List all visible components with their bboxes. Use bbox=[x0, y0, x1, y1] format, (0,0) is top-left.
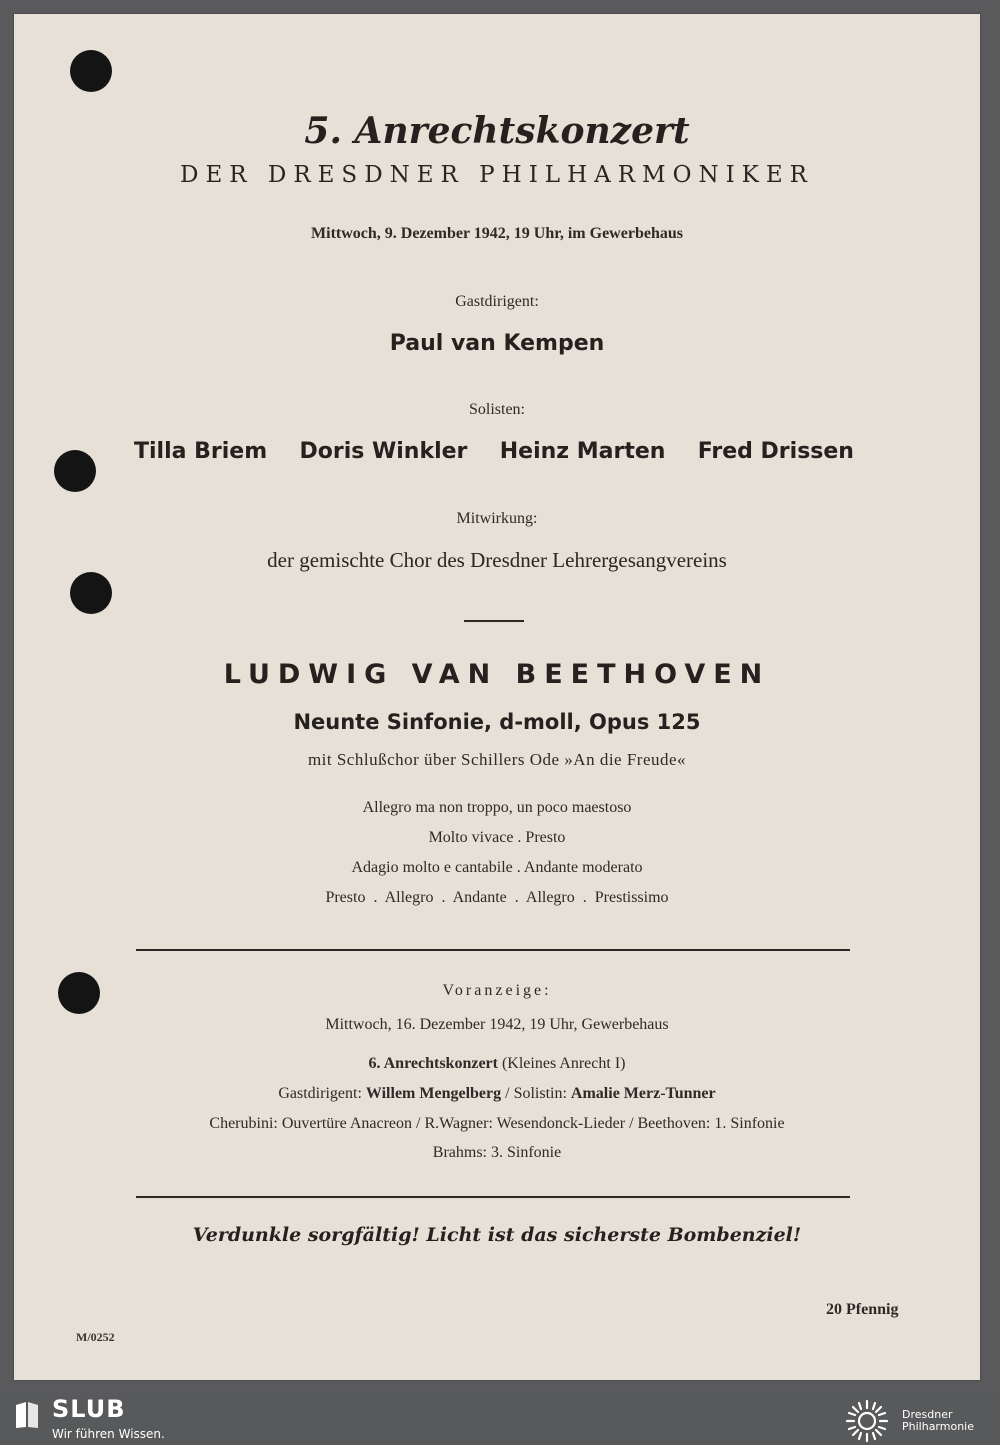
punch-hole bbox=[70, 572, 112, 614]
partner-name-line: Philharmonie bbox=[902, 1420, 974, 1433]
preview-date: Mittwoch, 16. Dezember 1942, 19 Uhr, Gewerbehaus bbox=[325, 1016, 669, 1033]
preview-concert-title: 6. Anrechtskonzert bbox=[368, 1055, 498, 1072]
soloist-name: Heinz Marten bbox=[499, 439, 666, 464]
concert-date: Mittwoch, 9. Dezember 1942, 19 Uhr, im Gewerbehaus bbox=[311, 225, 683, 242]
preview-conductor-label: Gastdirigent: bbox=[278, 1085, 366, 1102]
partner-logo-text[interactable] bbox=[902, 1409, 974, 1433]
divider bbox=[464, 620, 524, 622]
movement: Adagio molto e cantabile . Andante moderato bbox=[351, 859, 643, 876]
conductor-label: Gastdirigent: bbox=[455, 293, 539, 310]
book-icon bbox=[14, 1401, 40, 1429]
preview-soloist-name: Amalie Merz-Tunner bbox=[570, 1085, 716, 1102]
document-code: M/0252 bbox=[76, 1330, 115, 1344]
concert-title: 5. Anrechtskonzert bbox=[304, 110, 690, 152]
slub-tagline: Wir führen Wissen. bbox=[52, 1427, 165, 1441]
punch-hole bbox=[54, 450, 96, 492]
soloist-name: Doris Winkler bbox=[299, 439, 468, 464]
preview-concert-series: (Kleines Anrecht I) bbox=[497, 1055, 626, 1072]
movement: Presto . Allegro . Andante . Allegro . Prestissimo bbox=[325, 889, 669, 906]
sunburst-logo-icon bbox=[842, 1399, 892, 1443]
soloist-name: Fred Drissen bbox=[697, 439, 854, 464]
slub-logo-text[interactable]: SLUB bbox=[52, 1395, 126, 1423]
divider bbox=[136, 949, 850, 951]
movement: Allegro ma non troppo, un poco maestoso bbox=[362, 799, 632, 816]
preview-performers bbox=[14, 1085, 980, 1103]
participation-label: Mitwirkung: bbox=[456, 510, 538, 527]
work-title: Neunte Sinfonie, d-moll, Opus 125 bbox=[293, 710, 701, 734]
participation-text: der gemischte Chor des Dresdner Lehrergesangvereins bbox=[267, 548, 727, 572]
soloist-name: Tilla Briem bbox=[134, 439, 268, 464]
preview-soloist-label: / Solistin: bbox=[501, 1085, 571, 1102]
partner-name-line: Dresdner bbox=[902, 1408, 953, 1421]
work-subtitle: mit Schlußchor über Schillers Ode »An die Freude« bbox=[307, 750, 687, 769]
soloists-list bbox=[134, 439, 854, 464]
divider bbox=[136, 1196, 850, 1198]
soloists-label: Solisten: bbox=[468, 401, 525, 418]
preview-program: Cherubini: Ouvertüre Anacreon / R.Wagner: Wesendonck-Lieder / Beethoven: 1. Sinfonie bbox=[209, 1115, 785, 1132]
movement: Molto vivace . Presto bbox=[428, 829, 566, 846]
composer-name: LUDWIG VAN BEETHOVEN bbox=[223, 659, 771, 690]
organization-name: DER DRESDNER PHILHARMONIKER bbox=[180, 162, 814, 188]
footer-bar bbox=[0, 1393, 1000, 1445]
preview-concert bbox=[14, 1055, 980, 1073]
punch-hole bbox=[70, 50, 112, 92]
preview-label: Voranzeige: bbox=[442, 982, 552, 999]
program-sheet bbox=[14, 14, 980, 1380]
preview-program: Brahms: 3. Sinfonie bbox=[432, 1144, 562, 1161]
preview-conductor-name: Willem Mengelberg bbox=[365, 1085, 502, 1102]
blackout-slogan: Verdunkle sorgfältig! Licht ist das sicherste Bombenziel! bbox=[192, 1224, 802, 1246]
conductor-name: Paul van Kempen bbox=[389, 331, 605, 356]
price: 20 Pfennig bbox=[826, 1301, 899, 1318]
